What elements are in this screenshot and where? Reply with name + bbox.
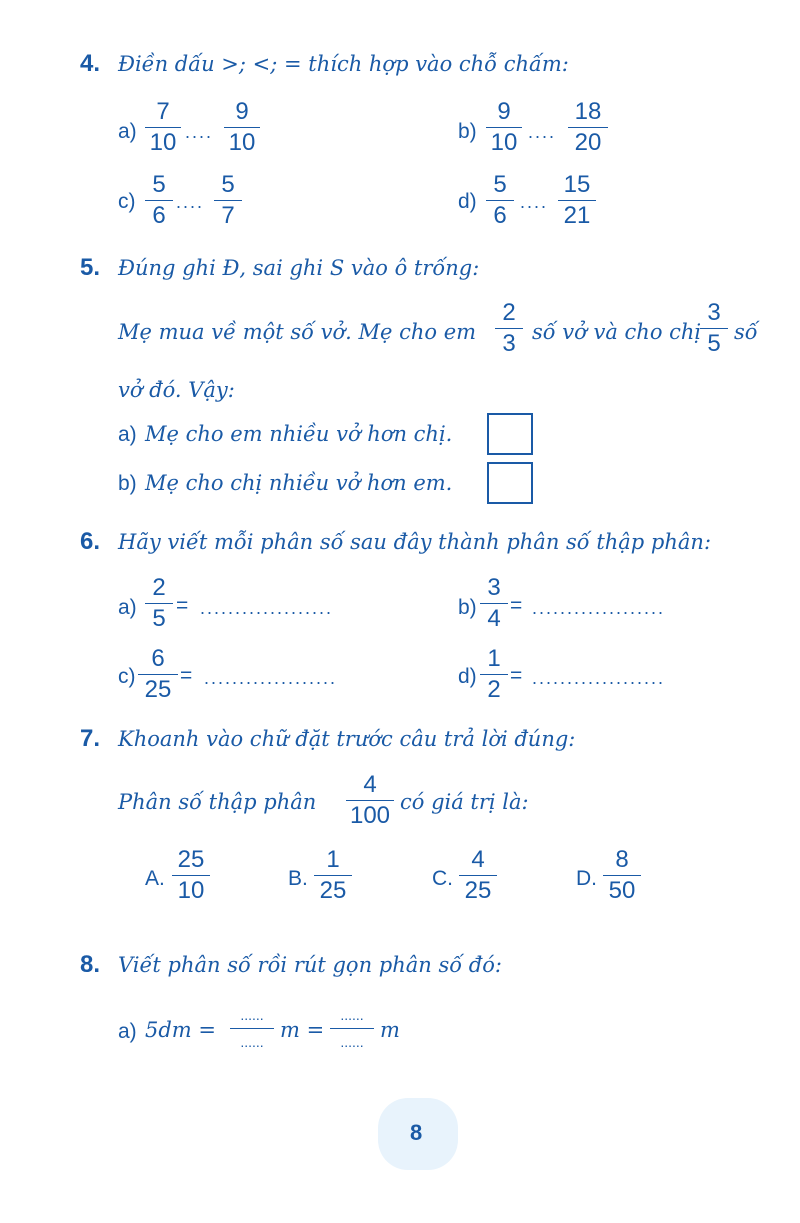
q7-text-part1: Phân số thập phân — [118, 790, 317, 814]
page-number: 8 — [410, 1120, 423, 1145]
q6-c-equals: = — [180, 664, 193, 687]
numerator: 2 — [145, 573, 173, 604]
option-fraction — [314, 845, 352, 906]
q4-b-fraction-right — [568, 97, 608, 158]
q8-prompt: Viết phân số rồi rút gọn phân số đó: — [118, 953, 502, 977]
denominator: 10 — [149, 129, 177, 156]
numerator: 5 — [486, 170, 514, 201]
numerator: 9 — [224, 97, 260, 128]
numerator: 25 — [172, 845, 210, 876]
q5-b-answer-box[interactable] — [487, 462, 533, 504]
option-fraction — [172, 845, 210, 906]
denominator: 6 — [152, 202, 166, 229]
q4-b-blank[interactable]: .... — [528, 122, 557, 142]
denominator: 10 — [490, 129, 518, 156]
q4-c-fraction-right — [214, 170, 242, 231]
denominator-blank[interactable]: ...... — [340, 1034, 364, 1050]
q6-c-label: c) — [118, 665, 136, 688]
denominator: 3 — [502, 330, 516, 357]
q6-b-answer-blank[interactable]: ................... — [532, 598, 666, 618]
q6-number: 6. — [80, 528, 101, 555]
q5-prompt: Đúng ghi Đ, sai ghi S vào ô trống: — [118, 256, 480, 280]
numerator: 1 — [314, 845, 352, 876]
denominator: 5 — [152, 605, 166, 632]
q5-number: 5. — [80, 254, 101, 281]
q7-fraction — [346, 770, 394, 831]
denominator: 25 — [144, 676, 172, 703]
q6-d-fraction — [480, 644, 508, 705]
numerator-blank[interactable]: ...... — [230, 1002, 274, 1029]
q5-b-statement: Mẹ cho chị nhiều vở hơn em. — [145, 471, 453, 495]
denominator: 6 — [493, 202, 507, 229]
q4-a-fraction-left — [145, 97, 181, 158]
q4-a-fraction-right — [224, 97, 260, 158]
q4-prompt: Điền dấu >; <; = thích hợp vào chỗ chấm: — [118, 52, 569, 76]
denominator: 4 — [487, 605, 501, 632]
q6-prompt: Hãy viết mỗi phân số sau đây thành phân số thập phân: — [118, 530, 712, 554]
q4-a-blank[interactable]: .... — [185, 122, 214, 142]
numerator: 2 — [495, 298, 523, 329]
q4-b-fraction-left — [486, 97, 522, 158]
numerator: 9 — [486, 97, 522, 128]
q6-b-equals: = — [510, 594, 523, 617]
q5-a-statement: Mẹ cho em nhiều vở hơn chị. — [145, 422, 453, 446]
numerator: 7 — [145, 97, 181, 128]
q5-text-part1: Mẹ mua về một số vở. Mẹ cho em — [118, 320, 477, 344]
numerator: 3 — [700, 298, 728, 329]
q5-fraction-chi — [700, 298, 728, 359]
q4-a-label: a) — [118, 120, 137, 143]
q7-prompt: Khoanh vào chữ đặt trước câu trả lời đúng: — [118, 727, 576, 751]
q8-number: 8. — [80, 951, 101, 978]
q5-text-part3: số — [734, 320, 758, 344]
q6-a-answer-blank[interactable]: ................... — [200, 598, 334, 618]
numerator: 8 — [603, 845, 641, 876]
q5-text-line2: vở đó. Vậy: — [118, 378, 235, 402]
numerator-blank[interactable]: ...... — [330, 1002, 374, 1029]
q5-b-label: b) — [118, 472, 137, 495]
q6-a-equals: = — [176, 594, 189, 617]
q4-number: 4. — [80, 50, 101, 77]
q8-a-fraction-blank-2[interactable] — [330, 1002, 374, 1055]
q4-d-fraction-left — [486, 170, 514, 231]
q6-a-fraction — [145, 573, 173, 634]
q6-c-answer-blank[interactable]: ................... — [204, 668, 338, 688]
denominator: 100 — [349, 802, 391, 829]
q6-a-label: a) — [118, 596, 137, 619]
numerator: 3 — [480, 573, 508, 604]
q6-b-label: b) — [458, 596, 477, 619]
denominator: 20 — [574, 129, 602, 156]
q6-d-equals: = — [510, 664, 523, 687]
numerator: 6 — [138, 644, 178, 675]
q5-a-label: a) — [118, 423, 137, 446]
denominator: 25 — [464, 877, 492, 904]
numerator: 1 — [480, 644, 508, 675]
option-fraction — [459, 845, 497, 906]
q8-a-lhs: 5dm = — [145, 1018, 216, 1042]
q6-b-fraction — [480, 573, 508, 634]
denominator: 50 — [608, 877, 636, 904]
denominator: 5 — [707, 330, 721, 357]
denominator: 21 — [563, 202, 591, 229]
option-letter[interactable]: A. — [145, 867, 165, 890]
numerator: 4 — [459, 845, 497, 876]
denominator: 2 — [487, 676, 501, 703]
option-letter[interactable]: D. — [576, 867, 597, 890]
q8-a-unit-2: m — [380, 1018, 400, 1042]
denominator: 10 — [177, 877, 205, 904]
q6-d-answer-blank[interactable]: ................... — [532, 668, 666, 688]
denominator-blank[interactable]: ...... — [240, 1034, 264, 1050]
q7-number: 7. — [80, 725, 101, 752]
q8-a-label: a) — [118, 1020, 137, 1043]
numerator: 18 — [568, 97, 608, 128]
q4-d-blank[interactable]: .... — [520, 192, 549, 212]
q8-a-unit-1: m = — [280, 1018, 325, 1042]
denominator: 25 — [319, 877, 347, 904]
q4-d-fraction-right — [558, 170, 596, 231]
q4-c-label: c) — [118, 190, 136, 213]
q5-fraction-em — [495, 298, 523, 359]
denominator: 7 — [221, 202, 235, 229]
q6-d-label: d) — [458, 665, 477, 688]
q7-text-part2: có giá trị là: — [400, 790, 529, 814]
option-fraction — [603, 845, 641, 906]
numerator: 5 — [145, 170, 173, 201]
q4-c-blank[interactable]: .... — [176, 192, 205, 212]
option-letter[interactable]: C. — [432, 867, 453, 890]
q4-b-label: b) — [458, 120, 477, 143]
q4-c-fraction-left — [145, 170, 173, 231]
option-letter[interactable]: B. — [288, 867, 308, 890]
numerator: 15 — [558, 170, 596, 201]
q5-text-part2: số vở và cho chị — [532, 320, 702, 344]
q8-a-fraction-blank-1[interactable] — [230, 1002, 274, 1055]
q5-a-answer-box[interactable] — [487, 413, 533, 455]
denominator: 10 — [228, 129, 256, 156]
numerator: 4 — [346, 770, 394, 801]
numerator: 5 — [214, 170, 242, 201]
q4-d-label: d) — [458, 190, 477, 213]
q6-c-fraction — [138, 644, 178, 705]
